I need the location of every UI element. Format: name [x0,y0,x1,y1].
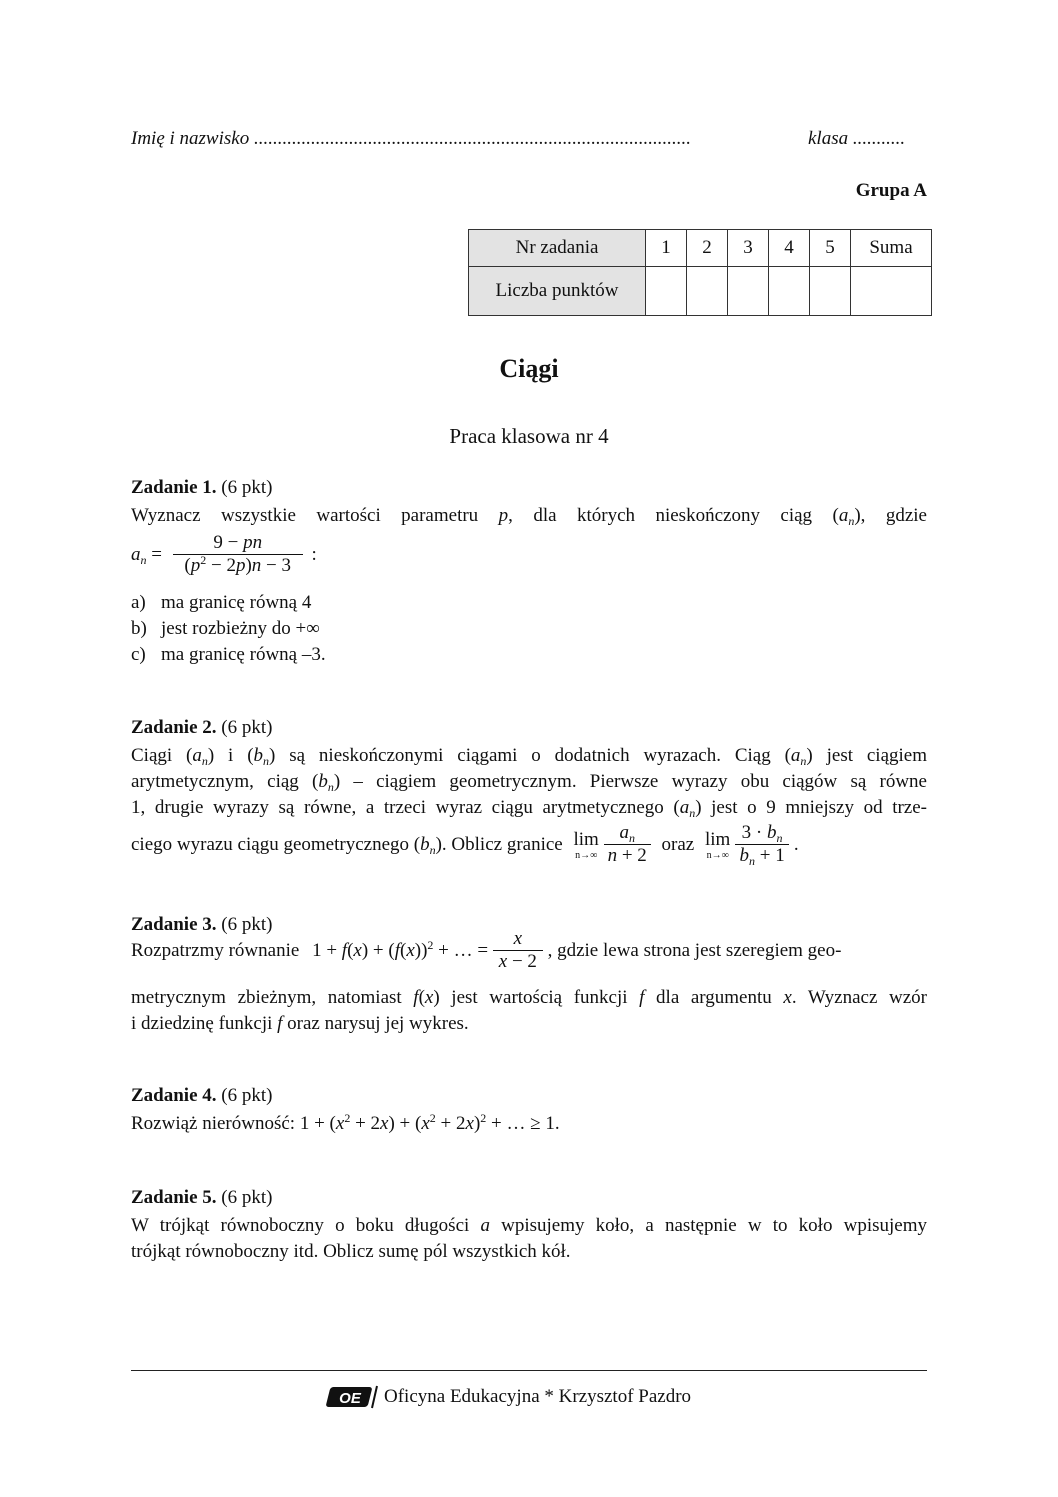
svg-text:OE: OE [339,1390,361,1407]
task-5-heading [131,1187,272,1209]
task-3-line-1: Rozpatrzmy równanie $1 + f(x) + (f(x))^2$ + … = $\frac{x}{x - 2}$ , gdzie lewa strona jest szeregiem geo- [131,928,842,972]
name-field-label: Imię i nazwisko ............................................................................................ [131,128,691,149]
task-1-points: (6 pkt) [221,477,273,498]
task-4-points: (6 pkt) [221,1085,273,1106]
task-3-line-2: metrycznym zbieżnym, natomiast f(x) jest wartością funkcji f dla argumentu x. Wyznacz wzór [131,987,927,1008]
score-table-row1-label: Nr zadania [469,230,646,267]
score-table-points-row [469,267,932,316]
limit-1: lim n→∞ [573,828,599,861]
task-2-title: Zadanie 2. [131,717,217,738]
class-field-label: klasa ........... [808,128,906,149]
score-table-col-2: 2 [687,230,728,267]
score-table-col-5: 5 [810,230,851,267]
footer-publisher-text: Oficyna Edukacyjna * Krzysztof Pazdro [384,1386,692,1407]
task-3-title: Zadanie 3. [131,914,217,935]
score-table-col-4: 4 [769,230,810,267]
score-table-col-sum: Suma [851,230,932,267]
task-1-text: Wyznacz wszystkie wartości parametru p, dla których nieskończony ciąg $(a_n)$, gdzie [131,505,927,528]
task-4-title: Zadanie 4. [131,1085,217,1106]
score-cell[interactable] [769,267,810,316]
footer-divider [131,1370,927,1371]
limit-1-fraction: $\frac{a_n}{n + 2}$ [604,822,651,867]
limit-2: lim n→∞ [705,828,731,861]
task-5-title: Zadanie 5. [131,1187,217,1208]
task-2-line-3: 1, drugie wyrazy są równe, a trzeci wyraz ciągu arytmetycznego $(a_n)$ jest o 9 mniejszy od trze- [131,797,927,820]
task-4-heading [131,1085,272,1107]
task-4-text: Rozwiąż nierówność: $1 + (x^2 + 2x) + (x^2 + 2x)^2$ + … ≥ 1. [131,1111,560,1134]
task-3-points: (6 pkt) [221,914,273,935]
task-2-line-1: Ciągi $(a_n)$ i $(b_n)$ są nieskończonymi ciągami o dodatnich wyrazach. Ciąg $(a_n)$ jest ciągiem [131,745,927,768]
task-5-line-2: trójkąt równoboczny itd. Oblicz sumę pól wszystkich kół. [131,1241,571,1262]
score-table-row2-label: Liczba punktów [469,267,646,316]
page-subtitle: Praca klasowa nr 4 [449,424,609,448]
task-1-items [131,590,326,668]
task-2-heading [131,717,272,739]
score-cell[interactable] [687,267,728,316]
score-table [468,229,932,316]
score-cell-sum[interactable] [851,267,932,316]
score-table-header-row [469,230,932,267]
score-cell[interactable] [646,267,687,316]
task-1-title: Zadanie 1. [131,477,217,498]
score-cell[interactable] [728,267,769,316]
task-1-heading [131,477,272,499]
group-label: Grupa A [855,180,927,201]
score-table-col-3: 3 [728,230,769,267]
task-2-line-2: arytmetycznym, ciąg $(b_n)$ – ciągiem geometrycznym. Pierwsze wyrazy obu ciągów są równe [131,771,927,794]
task-2-points: (6 pkt) [221,717,273,738]
task-3-line-3: i dziedzinę funkcji f oraz narysuj jej wykres. [131,1013,469,1034]
task-1-fraction: $\frac{9 - pn}{(p^2 - 2p)n - 3}$ [173,532,303,577]
task-1-formula: $a_n$ = $\frac{9 - pn}{(p^2 - 2p)n - 3}$ : [131,532,317,576]
score-cell[interactable] [810,267,851,316]
task-3-fraction: $\frac{x}{x - 2}$ [493,928,543,973]
page-title: Ciągi [499,354,559,383]
limit-2-fraction: $\frac{3 \cdot b_n}{b_n + 1}$ [735,822,789,867]
score-table-col-1: 1 [646,230,687,267]
task-2-line-4: ciego wyrazu ciągu geometrycznego $(b_n)$. Oblicz granice lim n→∞ $\frac{a_n}{n + 2}$ oraz lim n→∞ $\frac{3 \cdot b_n}{b_n + 1}$ . [131,822,799,868]
list-item: c) ma granicę równą –3. [131,644,326,665]
list-item: a) ma granicę równą 4 [131,592,312,613]
publisher-logo-icon [326,1384,378,1410]
task-5-line-1: W trójkąt równoboczny o boku długości a wpisujemy koło, a następnie w to koło wpisujemy [131,1215,927,1236]
task-5-points: (6 pkt) [221,1187,273,1208]
list-item: b) jest rozbieżny do +∞ [131,618,320,639]
footer [326,1384,691,1410]
